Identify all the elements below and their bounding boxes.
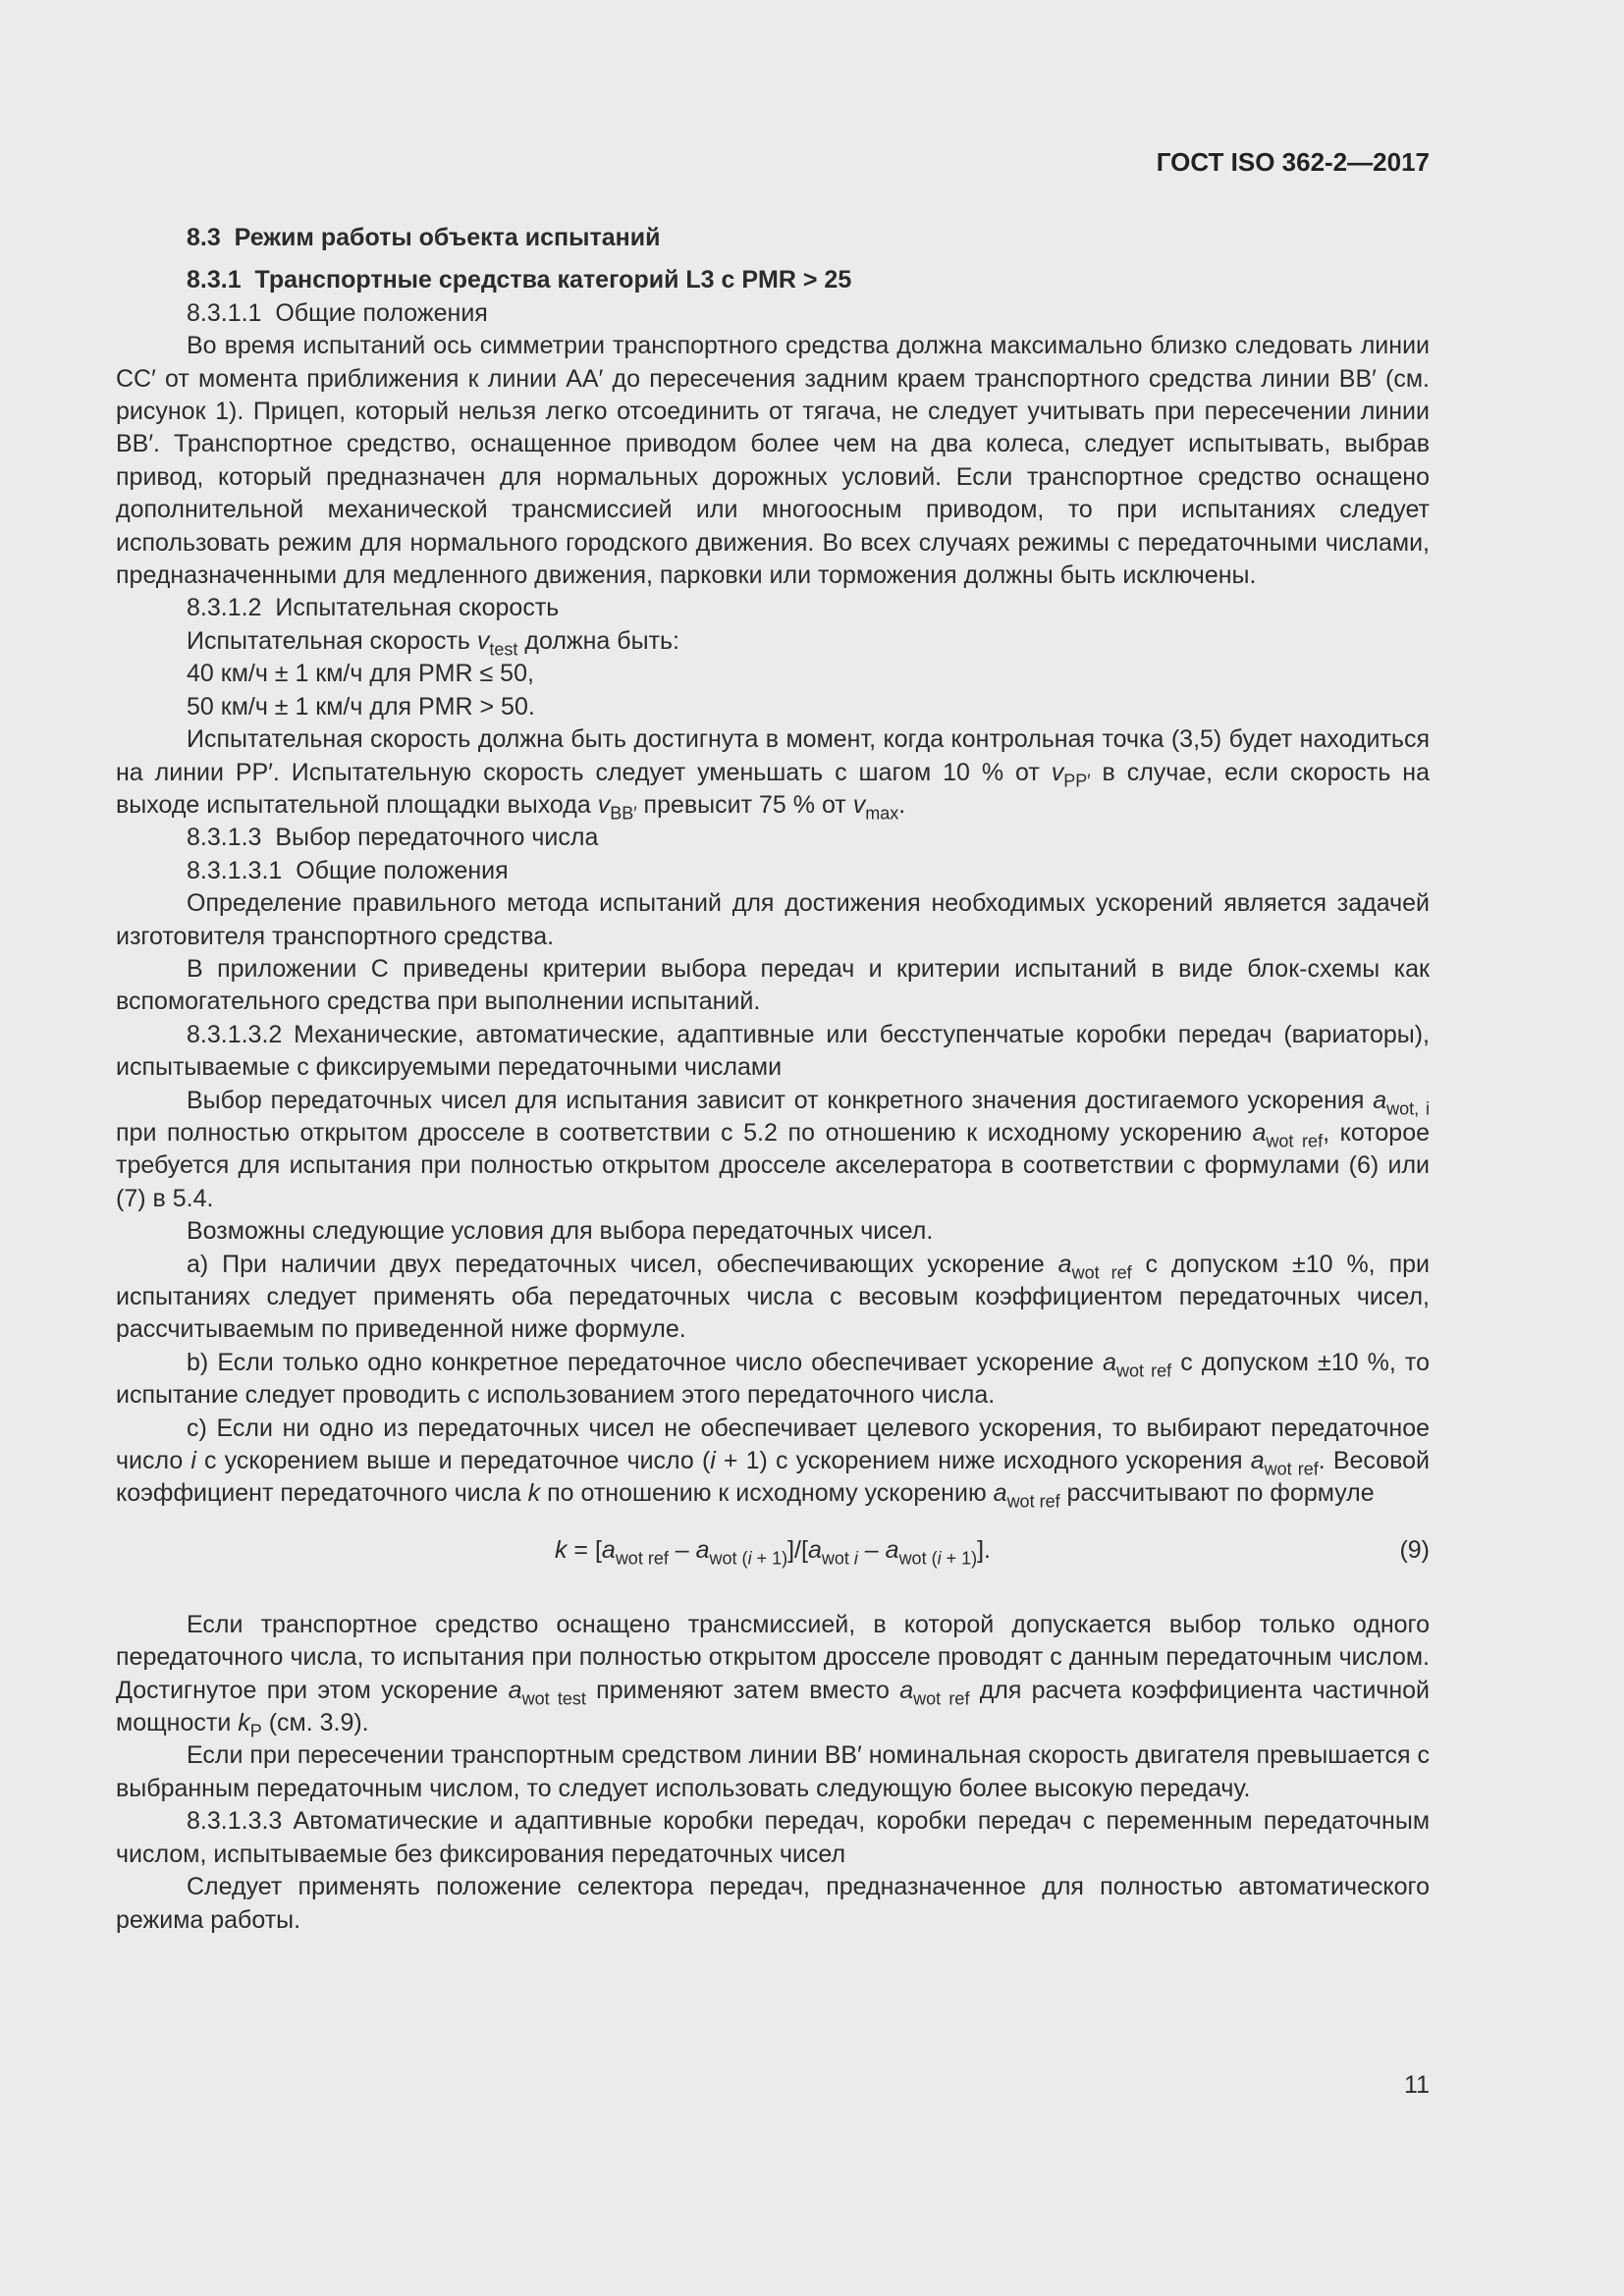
subsection-heading-8-3-1-3-1: 8.3.1.3.1 Общие положения xyxy=(187,856,509,884)
paragraph: Испытательная скорость должна быть достигнута в момент, когда контрольная точка (3,5) будет находиться на линии РР′. Испытательную скорость следует уменьшать с шагом 10 % от $v_{PP'}$ в случае, если скорость на выходе испытательной площадки выхода $v_{BB'}$ превысит 75 % от $v_{max}$. xyxy=(116,725,1430,824)
list-item-a: а) При наличии двух передаточных чисел, обеспечивающих ускорение $a_{wot ref}$ с допуском ±10 %, при испытаниях следует применять оба передаточных числа с весовым коэффициентом передаточных чисел, рассчитываемым по приведенной ниже формуле. xyxy=(116,1250,1430,1344)
subsection-heading-8-3-1-3-2: 8.3.1.3.2 Механические, автоматические, адаптивные или бесступенчатые коробки передач (вариаторы), испытываемые с фиксируемыми передаточными числами xyxy=(116,1020,1430,1082)
subsection-heading-8-3-1-3-3: 8.3.1.3.3 Автоматические и адаптивные коробки передач, коробки передач с переменным передаточным числом, испытываемые без фиксирования передаточных чисел xyxy=(116,1807,1430,1868)
formula-expression: $k = [a_{wot ref} - a_{wot (i + 1)}]/[a_{wot i} - a_{wot (i + 1)}]$. xyxy=(554,1535,992,1569)
paragraph: Если при пересечении транспортным средством линии ВВ′ номинальная скорость двигателя превышается с выбранным передаточным числом, то следует использовать следующую более высокую передачу. xyxy=(116,1741,1430,1802)
formula-number: (9) xyxy=(1399,1535,1430,1564)
paragraph: Возможны следующие условия для выбора передаточных чисел. xyxy=(187,1217,934,1246)
paragraph: Испытательная скорость $v_{test}$ должна быть: xyxy=(187,626,679,660)
subsection-heading-8-3-1-2: 8.3.1.2 Испытательная скорость xyxy=(187,594,560,622)
list-item: 40 км/ч ± 1 км/ч для PMR ≤ 50, xyxy=(187,660,534,688)
subsection-heading-8-3-1-3: 8.3.1.3 Выбор передаточного числа xyxy=(187,824,599,852)
section-heading-8-3-1: 8.3.1 Транспортные средства категорий L3 с PMR > 25 xyxy=(187,266,852,294)
paragraph: В приложении С приведены критерии выбора передач и критерии испытаний в виде блок-схемы как вспомогательного средства при выполнении испытаний. xyxy=(116,954,1430,1016)
paragraph: Определение правильного метода испытаний для достижения необходимых ускорений является задачей изготовителя транспортного средства. xyxy=(116,889,1430,950)
paragraph: Во время испытаний ось симметрии транспортного средства должна максимально близко следовать линии СС′ от момента приближения к линии АА′ до пересечения задним краем транспортного средства линии ВВ′ (см. рисунок 1). Прицеп, который нельзя легко отсоединить от тягача, не следует учитывать при пересечении линии ВВ′. Транспортное средство, оснащенное приводом более чем на два колеса, следует испытывать, выбрав привод, который предназначен для нормальных дорожных условий. Если транспортное средство оснащено дополнительной механической трансмиссией или многоосным приводом, то при испытаниях следует использовать режим для нормального городского движения. Во всех случаях режимы с передаточными числами, предназначенными для медленного движения, парковки или торможения должны быть исключены. xyxy=(116,332,1430,590)
section-heading-8-3: 8.3 Режим работы объекта испытаний xyxy=(187,224,661,251)
page-number: 11 xyxy=(1404,2071,1430,2099)
list-item: 50 км/ч ± 1 км/ч для PMR > 50. xyxy=(187,692,535,721)
paragraph: Если транспортное средство оснащено трансмиссией, в которой допускается выбор только одного передаточного числа, то испытания при полностью открытом дросселе проводят с данным передаточным числом. Достигнутое при этом ускорение $a_{wot test}$ применяют затем вместо $a_{wot ref}$ для расчета коэффициента частичной мощности $k_P$ (см. 3.9). xyxy=(116,1610,1430,1741)
paragraph: Следует применять положение селектора передач, предназначенное для полностью автоматического режима работы. xyxy=(116,1873,1430,1934)
paragraph: Выбор передаточных чисел для испытания зависит от конкретного значения достигаемого ускорения $a_{wot, i}$ при полностью открытом дросселе в соответствии с 5.2 по отношению к исходному ускорению $a_{wot ref}$, которое требуется для испытания при полностью открытом дросселе акселератора в соответствии с формулами (6) или (7) в 5.4. xyxy=(116,1086,1430,1212)
formula-9 xyxy=(116,1524,1430,1589)
list-item-c: с) Если ни одно из передаточных чисел не обеспечивает целевого ускорения, то выбирают передаточное число i с ускорением выше и передаточное число (i + 1) с ускорением ниже исходного ускорения $a_{wot ref}$. Весовой коэффициент передаточного числа k по отношению к исходному ускорению $a_{wot ref}$ рассчитывают по формуле xyxy=(116,1414,1430,1512)
subsection-heading-8-3-1-1: 8.3.1.1 Общие положения xyxy=(187,298,488,327)
list-item-b: b) Если только одно конкретное передаточное число обеспечивает ускорение $a_{wot ref}$ с допуском ±10 %, то испытание следует проводить с использованием этого передаточного числа. xyxy=(116,1348,1430,1410)
document-code: ГОСТ ISO 362-2—2017 xyxy=(1156,147,1430,177)
document-body xyxy=(116,222,1430,1937)
